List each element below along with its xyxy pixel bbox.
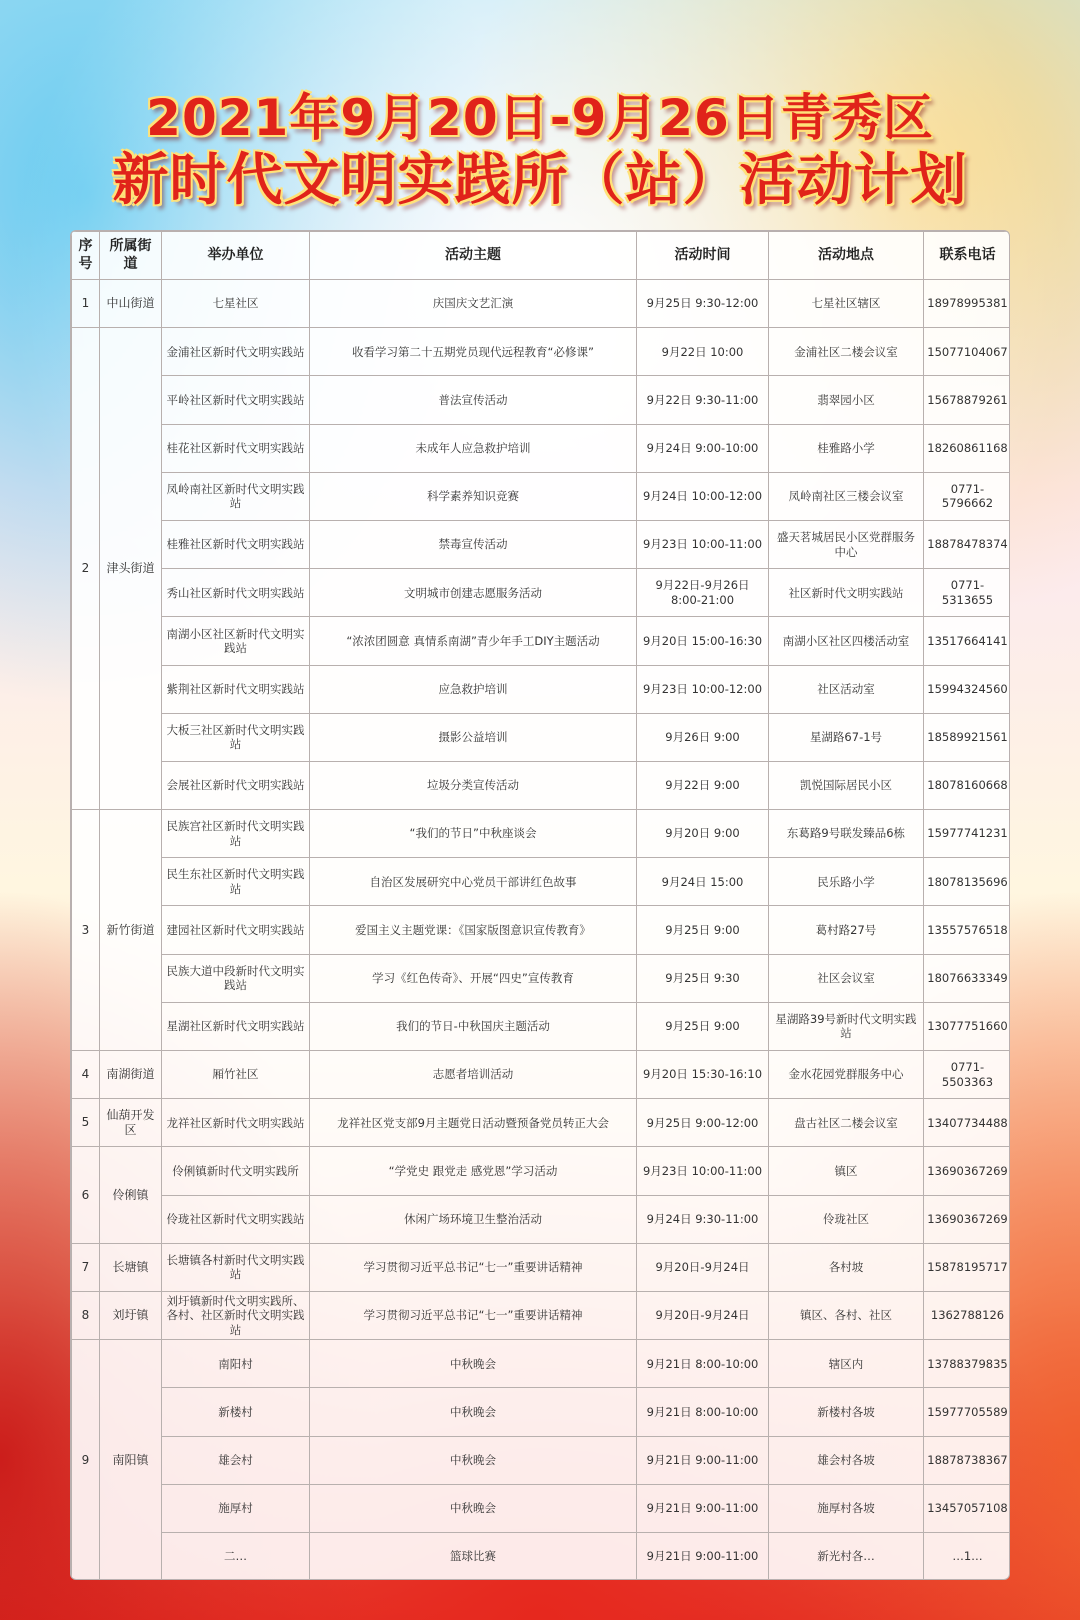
table-row [72,472,1011,520]
cell-topic: 龙祥社区党支部9月主题党日活动暨预备党员转正大会 [310,1099,637,1147]
cell-org: 桂花社区新时代文明实践站 [162,424,310,472]
table-header-row [72,232,1011,280]
cell-topic: 应急救护培训 [310,665,637,713]
cell-org: 民族宫社区新时代文明实践站 [162,810,310,858]
cell-street: 南湖街道 [100,1051,162,1099]
cell-phone: 15077104067 [924,328,1011,376]
cell-street: 南阳镇 [100,1340,162,1580]
cell-phone: 13407734488 [924,1099,1011,1147]
cell-street: 伶俐镇 [100,1147,162,1243]
col-header-street: 所属街道 [100,232,162,280]
cell-place: 镇区、各村、社区 [769,1291,924,1339]
cell-seq: 6 [72,1147,100,1243]
table-row [72,1147,1011,1195]
cell-topic: 中秋晚会 [310,1484,637,1532]
cell-seq: 3 [72,810,100,1051]
cell-time: 9月24日 15:00 [637,858,769,906]
cell-time: 9月23日 10:00-11:00 [637,520,769,568]
cell-org: 大板三社区新时代文明实践站 [162,713,310,761]
cell-topic: 庆国庆文艺汇演 [310,280,637,328]
cell-seq: 8 [72,1291,100,1339]
cell-place: 新楼村各坡 [769,1388,924,1436]
cell-seq: 4 [72,1051,100,1099]
table-body [72,280,1011,1581]
cell-street: 仙葫开发区 [100,1099,162,1147]
cell-place: 金浦社区二楼会议室 [769,328,924,376]
cell-org: 龙祥社区新时代文明实践站 [162,1099,310,1147]
cell-phone: 13077751660 [924,1002,1011,1050]
cell-phone: 18878738367 [924,1436,1011,1484]
col-header-time: 活动时间 [637,232,769,280]
table-row [72,761,1011,809]
table-row [72,1340,1011,1388]
table-row [72,858,1011,906]
cell-phone: 18260861168 [924,424,1011,472]
cell-time: 9月21日 8:00-10:00 [637,1388,769,1436]
cell-time: 9月23日 10:00-12:00 [637,665,769,713]
cell-phone: 13788379835 [924,1340,1011,1388]
table-row [72,906,1011,954]
cell-topic: 普法宣传活动 [310,376,637,424]
table-row [72,713,1011,761]
cell-place: 翡翠园小区 [769,376,924,424]
col-header-phone: 联系电话 [924,232,1011,280]
cell-seq: 5 [72,1099,100,1147]
cell-time: 9月20日 15:00-16:30 [637,617,769,665]
cell-phone: 15994324560 [924,665,1011,713]
cell-org: 伶俐镇新时代文明实践所 [162,1147,310,1195]
cell-place: 南湖小区社区四楼活动室 [769,617,924,665]
cell-phone: 13690367269 [924,1195,1011,1243]
cell-phone: 0771-5503363 [924,1051,1011,1099]
col-header-place: 活动地点 [769,232,924,280]
cell-topic: 休闲广场环境卫生整治活动 [310,1195,637,1243]
cell-place: 金水花园党群服务中心 [769,1051,924,1099]
cell-street: 中山街道 [100,280,162,328]
col-header-topic: 活动主题 [310,232,637,280]
table-row [72,617,1011,665]
cell-street: 刘圩镇 [100,1291,162,1339]
cell-phone: 15878195717 [924,1243,1011,1291]
cell-phone: 13457057108 [924,1484,1011,1532]
cell-time: 9月24日 10:00-12:00 [637,472,769,520]
cell-topic: 中秋晚会 [310,1388,637,1436]
cell-topic: 禁毒宣传活动 [310,520,637,568]
cell-time: 9月21日 9:00-11:00 [637,1436,769,1484]
cell-org: 南湖小区社区新时代文明实践站 [162,617,310,665]
table-row [72,1099,1011,1147]
cell-phone: 18078160668 [924,761,1011,809]
table-row [72,1291,1011,1339]
cell-place: 凤岭南社区三楼会议室 [769,472,924,520]
cell-phone: 15678879261 [924,376,1011,424]
cell-phone: 18978995381 [924,280,1011,328]
page-title-line2: 新时代文明实践所（站）活动计划 [112,148,968,213]
cell-place: 社区会议室 [769,954,924,1002]
cell-phone: 18076633349 [924,954,1011,1002]
cell-topic: 志愿者培训活动 [310,1051,637,1099]
cell-seq: 1 [72,280,100,328]
cell-org: 凤岭南社区新时代文明实践站 [162,472,310,520]
cell-place: 盘古社区二楼会议室 [769,1099,924,1147]
table-row [72,665,1011,713]
cell-phone: 18878478374 [924,520,1011,568]
cell-place: 雄会村各坡 [769,1436,924,1484]
cell-org: 施厚村 [162,1484,310,1532]
cell-place: 各村坡 [769,1243,924,1291]
cell-org: 二… [162,1532,310,1580]
table-row [72,1436,1011,1484]
cell-place: 星湖路67-1号 [769,713,924,761]
cell-org: 星湖社区新时代文明实践站 [162,1002,310,1050]
cell-phone: 0771-5796662 [924,472,1011,520]
cell-time: 9月21日 9:00-11:00 [637,1532,769,1580]
table-row [72,1484,1011,1532]
cell-time: 9月22日 9:30-11:00 [637,376,769,424]
cell-org: 桂雅社区新时代文明实践站 [162,520,310,568]
cell-time: 9月21日 8:00-10:00 [637,1340,769,1388]
table-row [72,1051,1011,1099]
table-row [72,1388,1011,1436]
cell-org: 紫荆社区新时代文明实践站 [162,665,310,713]
cell-place: 辖区内 [769,1340,924,1388]
cell-org: 新楼村 [162,1388,310,1436]
table-row [72,280,1011,328]
cell-topic: 收看学习第二十五期党员现代远程教育“必修课” [310,328,637,376]
cell-topic: 学习贯彻习近平总书记“七一”重要讲话精神 [310,1291,637,1339]
cell-place: 镇区 [769,1147,924,1195]
cell-time: 9月21日 9:00-11:00 [637,1484,769,1532]
table-row [72,376,1011,424]
cell-seq: 2 [72,328,100,810]
cell-org: 厢竹社区 [162,1051,310,1099]
cell-time: 9月25日 9:30-12:00 [637,280,769,328]
table-row [72,1195,1011,1243]
cell-time: 9月25日 9:30 [637,954,769,1002]
cell-place: 伶珑社区 [769,1195,924,1243]
cell-street: 长塘镇 [100,1243,162,1291]
cell-org: 七星社区 [162,280,310,328]
cell-time: 9月20日 15:30-16:10 [637,1051,769,1099]
cell-place: 施厚村各坡 [769,1484,924,1532]
cell-org: 雄会村 [162,1436,310,1484]
cell-time: 9月20日-9月24日 [637,1291,769,1339]
cell-org: 民生东社区新时代文明实践站 [162,858,310,906]
cell-org: 伶珑社区新时代文明实践站 [162,1195,310,1243]
cell-time: 9月20日 9:00 [637,810,769,858]
cell-topic: 篮球比赛 [310,1532,637,1580]
cell-time: 9月25日 9:00 [637,906,769,954]
cell-phone: 18078135696 [924,858,1011,906]
cell-phone: 18589921561 [924,713,1011,761]
col-header-seq: 序号 [72,232,100,280]
table-row [72,424,1011,472]
cell-phone: 1362788126 [924,1291,1011,1339]
cell-topic: 摄影公益培训 [310,713,637,761]
table-row [72,1532,1011,1580]
cell-topic: 自治区发展研究中心党员干部讲红色故事 [310,858,637,906]
schedule-table [71,231,1010,1580]
cell-place: 桂雅路小学 [769,424,924,472]
cell-topic: “浓浓团圆意 真情系南湖”青少年手工DIY主题活动 [310,617,637,665]
cell-seq: 9 [72,1340,100,1580]
cell-place: 星湖路39号新时代文明实践站 [769,1002,924,1050]
cell-phone: 13690367269 [924,1147,1011,1195]
cell-time: 9月22日 9:00 [637,761,769,809]
cell-time: 9月22日-9月26日 8:00-21:00 [637,569,769,617]
cell-time: 9月22日 10:00 [637,328,769,376]
cell-topic: 爱国主义主题党课：《国家版图意识宣传教育》 [310,906,637,954]
cell-phone: 15977741231 [924,810,1011,858]
cell-topic: 学习《红色传奇》、开展“四史”宣传教育 [310,954,637,1002]
table-row [72,810,1011,858]
cell-org: 平岭社区新时代文明实践站 [162,376,310,424]
cell-topic: 文明城市创建志愿服务活动 [310,569,637,617]
cell-time: 9月25日 9:00 [637,1002,769,1050]
cell-place: 社区新时代文明实践站 [769,569,924,617]
cell-place: 凯悦国际居民小区 [769,761,924,809]
cell-time: 9月24日 9:00-10:00 [637,424,769,472]
cell-topic: 学习贯彻习近平总书记“七一”重要讲话精神 [310,1243,637,1291]
cell-org: 长塘镇各村新时代文明实践站 [162,1243,310,1291]
cell-phone: 0771-5313655 [924,569,1011,617]
cell-time: 9月20日-9月24日 [637,1243,769,1291]
col-header-org: 举办单位 [162,232,310,280]
cell-org: 秀山社区新时代文明实践站 [162,569,310,617]
cell-time: 9月24日 9:30-11:00 [637,1195,769,1243]
cell-place: 盛天茗城居民小区党群服务中心 [769,520,924,568]
cell-seq: 7 [72,1243,100,1291]
cell-phone: 15977705589 [924,1388,1011,1436]
table-row [72,520,1011,568]
cell-org: 民族大道中段新时代文明实践站 [162,954,310,1002]
cell-topic: “我们的节日”中秋座谈会 [310,810,637,858]
cell-time: 9月25日 9:00-12:00 [637,1099,769,1147]
page-title-line1: 2021年9月20日-9月26日青秀区 [146,89,934,147]
cell-time: 9月23日 10:00-11:00 [637,1147,769,1195]
cell-topic: “学党史 跟党走 感党恩”学习活动 [310,1147,637,1195]
table-row [72,954,1011,1002]
cell-org: 南阳村 [162,1340,310,1388]
cell-topic: 科学素养知识竞赛 [310,472,637,520]
cell-phone: 13557576518 [924,906,1011,954]
cell-street: 新竹街道 [100,810,162,1051]
cell-topic: 中秋晚会 [310,1436,637,1484]
cell-org: 会展社区新时代文明实践站 [162,761,310,809]
schedule-table-card [70,230,1010,1580]
cell-phone: …1… [924,1532,1011,1580]
cell-topic: 未成年人应急救护培训 [310,424,637,472]
cell-place: 东葛路9号联发臻品6栋 [769,810,924,858]
table-row [72,328,1011,376]
table-row [72,1002,1011,1050]
table-row [72,1243,1011,1291]
cell-org: 刘圩镇新时代文明实践所、各村、社区新时代文明实践站 [162,1291,310,1339]
cell-place: 民乐路小学 [769,858,924,906]
cell-place: 七星社区辖区 [769,280,924,328]
table-row [72,569,1011,617]
cell-topic: 中秋晚会 [310,1340,637,1388]
cell-time: 9月26日 9:00 [637,713,769,761]
cell-org: 金浦社区新时代文明实践站 [162,328,310,376]
cell-place: 葛村路27号 [769,906,924,954]
cell-phone: 13517664141 [924,617,1011,665]
cell-place: 新光村各… [769,1532,924,1580]
cell-place: 社区活动室 [769,665,924,713]
cell-org: 建园社区新时代文明实践站 [162,906,310,954]
cell-street: 津头街道 [100,328,162,810]
cell-topic: 垃圾分类宣传活动 [310,761,637,809]
cell-topic: 我们的节日-中秋国庆主题活动 [310,1002,637,1050]
